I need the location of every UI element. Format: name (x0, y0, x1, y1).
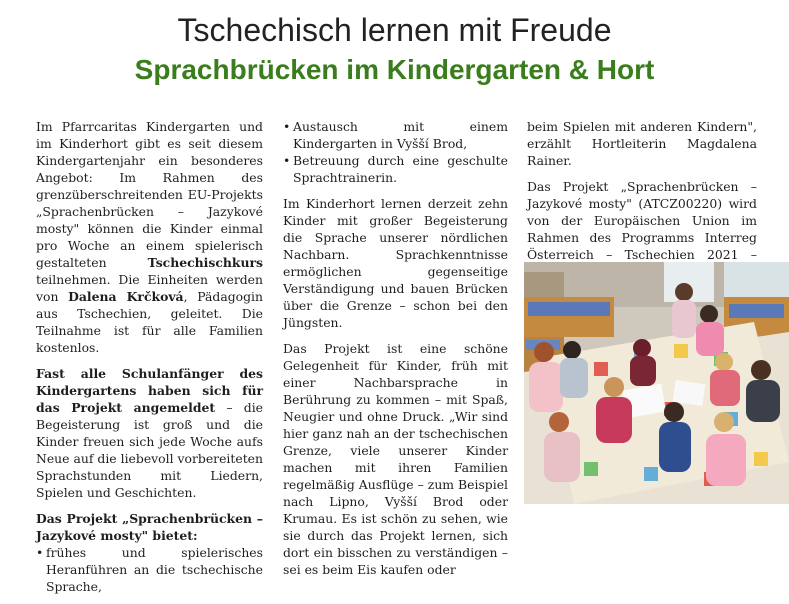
paragraph: Das Projekt „Sprachenbrücken – Jazykové mosty" (ATCZ00220) wird von der Europäischen Union im Rahmen des Programms Interreg Österreich – Tschechien 2021 – (527, 179, 757, 262)
paragraph: Das Projekt ist eine schöne Gelegenheit für Kinder, früh mit einer Nachbarsprache in Berührung zu kommen – mit Spaß, Neugier und ohne Druck. „Wir sind hier ganz nah an der tschechischen Grenze, viele unserer Kinder machen mit ihren Familien regelmäßig Ausflüge – zum Beispiel nach Lipno, Vyšší Brod oder Krumau. Es ist schön zu sehen, wie sie durch das Projekt lernen, sich dort ein bisschen zu verständigen – sei es beim Eis kaufen oder (283, 341, 508, 577)
paragraph: Fast alle Schulanfänger des Kindergartens haben sich für das Projekt angemeldet – die Begeisterung ist groß und die Kinder freuen sich jede Woche aufs Neue auf die liebevoll vorbereiteten Sprachstunden mit Liedern, Spielen und Geschichten. (36, 366, 263, 500)
article-subtitle: Sprachbrücken im Kindergarten & Hort (134, 54, 655, 85)
kindergarten-photo (524, 262, 789, 504)
paragraph: beim Spielen mit anderen Kindern", erzählt Hortleiterin Magdalena Rainer. (527, 119, 757, 168)
paragraph: Im Kinderhort lernen derzeit zehn Kinder mit großer Begeisterung die Sprache unserer nördlichen Nachbarn. Sprachkenntnisse ermöglichen gegenseitige Verständigung und bauen Brücken über die Grenze – schon bei den Jüngsten. (283, 196, 508, 330)
list-item: • frühes und spielerisches Heranführen an die tschechische Sprache, (36, 545, 263, 594)
text-column-1 (36, 118, 263, 604)
article-title: Tschechisch lernen mit Freude (177, 12, 612, 48)
paragraph-heading: Das Projekt „Sprachenbrücken – Jazykové mosty" bietet: (36, 511, 263, 543)
list-item: • Austausch mit einem Kindergarten in Vyšší Brod, (283, 119, 508, 151)
bullet-list (36, 544, 263, 595)
list-item: • Betreuung durch eine geschulte Sprachtrainerin. (283, 153, 508, 185)
text-column-2 (283, 118, 508, 587)
paragraph: Im Pfarrcaritas Kindergarten und im Kinderhort gibt es seit diesem Kindergartenjahr ein besonderes Angebot: Im Rahmen des grenzüberschreitenden EU-Projekts „Sprachenbrücken – Jazykové mosty" können die Kinder einmal pro Woche an einem spielerisch gestalteten Tschechischkurs teilnehmen. Die Einheiten werden von Dalena Krčková, Pädagogin aus Tschechien, geleitet. Die Teilnahme ist für alle Familien kostenlos. (36, 119, 263, 355)
bullet-list (283, 118, 508, 186)
